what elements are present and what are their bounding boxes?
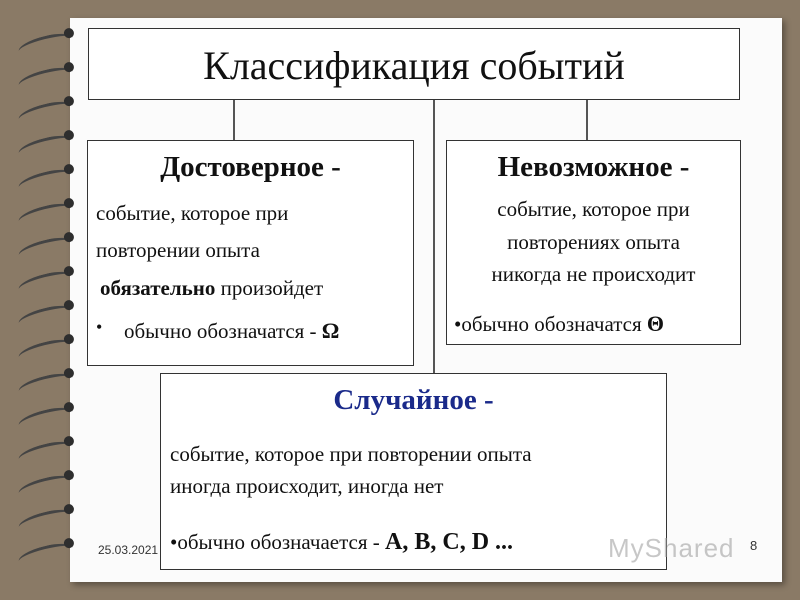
impossible-notation-text: •обычно обозначатся [454,312,642,336]
connector-title-certain [233,100,235,140]
impossible-line-3: никогда не происходит [491,262,696,286]
random-notation [170,524,513,561]
slide-date: 25.03.2021 [98,543,159,557]
certain-line-2: повторении опыта [96,238,260,262]
certain-line-3 [100,272,323,305]
impossible-heading: Невозможное - [497,151,690,183]
watermark-logo: MyShared [608,533,735,563]
certain-line-3-rest: произойдет [215,276,324,300]
impossible-notation [454,307,664,341]
random-event-box [160,373,667,570]
connector-title-random [433,100,435,373]
random-line-1: событие, которое при повторении опыта [170,442,532,466]
theta-symbol: Θ [646,311,665,336]
certain-bullet: • [96,317,103,337]
certain-event-box [87,140,414,366]
impossible-line-2: повторениях опыта [507,230,680,254]
random-heading: Случайное - [333,384,494,416]
random-notation-text: •обычно обозначается - [170,530,380,554]
connector-title-impossible [586,100,588,140]
random-line-2: иногда происходит, иногда нет [170,474,444,498]
certain-notation [124,314,339,348]
certain-heading: Достоверное - [160,151,341,183]
slide-number: 8 [750,538,758,553]
certain-notation-text: обычно обозначатся - [124,319,317,343]
impossible-line-1: событие, которое при [497,197,690,221]
certain-line-1: событие, которое при [96,201,289,225]
diagram-title: Классификация событий [203,43,625,88]
impossible-event-box [446,140,741,345]
title-box [88,28,740,100]
certain-emphasis: обязательно [100,276,216,300]
omega-symbol: Ω [321,318,340,343]
random-symbols: A, B, C, D ... [385,529,514,555]
